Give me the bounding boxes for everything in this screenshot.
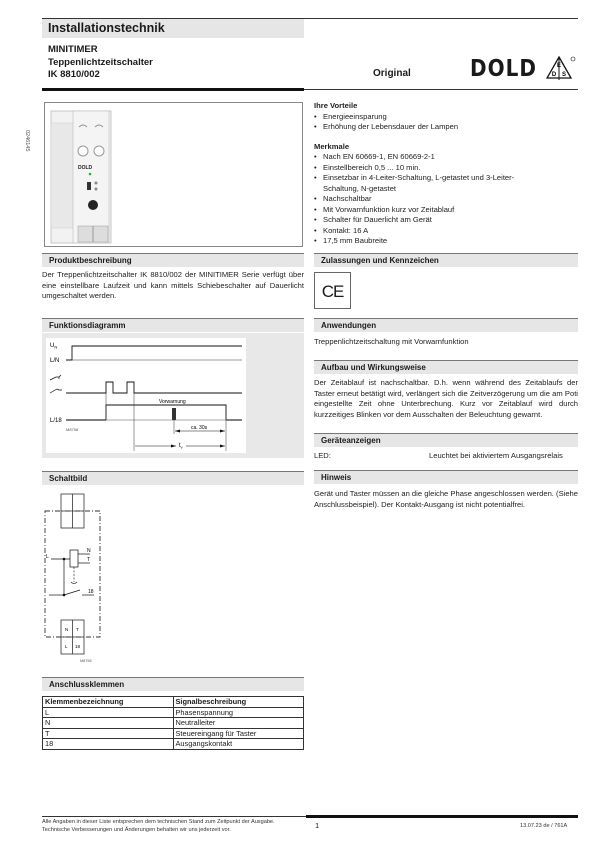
t-label: T (87, 557, 91, 563)
section-header-terminals: Anschlussklemmen (42, 677, 304, 691)
n-label: N (87, 548, 91, 554)
table-cell: Ausgangskontakt (173, 739, 304, 750)
list-item: • Nach EN 60669-1, EN 60669-2-1 (314, 152, 584, 163)
terminals-table (42, 696, 304, 750)
brand-logo: DOLD (470, 54, 537, 82)
svg-text:S: S (561, 72, 567, 78)
vorwarnung-label: Vorwarnung (159, 399, 186, 405)
section-header-approvals: Zulassungen und Kennzeichen (314, 253, 578, 267)
table-cell: 18 (43, 739, 174, 750)
pushbutton-symbol-icon (50, 375, 62, 393)
section-header-applications: Anwendungen (314, 318, 578, 332)
header-rule-thick (42, 88, 304, 91)
category-title: Installationstechnik (42, 19, 304, 38)
table-row (43, 707, 304, 718)
features-list (314, 152, 584, 247)
l18-label: L/18 (50, 418, 62, 424)
table-cell: L (43, 707, 174, 718)
table-cell: Steuereingang für Taster (173, 728, 304, 739)
series-name: MINITIMER (48, 44, 98, 55)
table-row (43, 739, 304, 750)
un-label: $U_N$ (50, 343, 58, 350)
footer-line-1: Alle Angaben in dieser Liste entsprechen dem technischen Stand zum Zeitpunkt der Ausgabe. (42, 819, 275, 825)
document-reference: 13.07.23 de / 761A (520, 823, 568, 829)
section-header-note: Hinweis (314, 470, 578, 484)
footer-line-2: Technische Verbesserungen und Änderungen behalten wir uns jederzeit vor. (42, 827, 231, 833)
table-row (43, 728, 304, 739)
eds-mark-icon (546, 55, 576, 81)
advantages-section (314, 101, 584, 247)
terminal-18: 18 (75, 644, 81, 649)
svg-text:DOLD: DOLD (78, 165, 93, 171)
footer-disclaimer (42, 818, 275, 834)
table-row (43, 718, 304, 729)
column-header: Klemmenbezeichnung (43, 697, 174, 708)
table-header-row (43, 697, 304, 708)
circuit-diagram (42, 490, 112, 670)
ca30s-label: ca. 30s (191, 425, 208, 431)
section-header-product-description: Produktbeschreibung (42, 253, 304, 267)
table-cell: Neutralleiter (173, 718, 304, 729)
section-header-circuit-diagram: Schaltbild (42, 471, 304, 485)
table-cell: Phasenspannung (173, 707, 304, 718)
product-heading (48, 44, 153, 82)
diagram-ref: M8758 (66, 427, 79, 432)
list-item: • Einsetzbar in 4-Leiter-Schaltung, L-getastet und 3-Leiter-Schaltung, N-getastet (314, 173, 523, 194)
advantages-title: Ihre Vorteile (314, 101, 358, 110)
table-cell: T (43, 728, 174, 739)
product-photo (44, 102, 303, 247)
circuit-ref: M8756 (80, 659, 92, 663)
note-text: Gerät und Taster müssen an die gleiche Phase angeschlossen werden. (Siehe Anschlussbeispiel). Der Kontakt-Ausgang ist nicht potentialfrei. (314, 489, 578, 509)
l-label: L (46, 554, 49, 560)
product-name: Teppenlichtzeitschalter (48, 56, 153, 68)
list-item: • 17,5 mm Baubreite (314, 236, 584, 247)
list-item: • Mit Vorwarnfunktion kurz vor Zeitablauf (314, 205, 584, 216)
operation-text: Der Zeitablauf ist nachschaltbar. D.h. wenn während des Zeitablaufs der Taster erneut betätigt wird, verlängert sich die Zeitverzögerung um die am Poti eingestellte Zeit ohne Unterbrechung. Kurz vor Zeitablauf wird durch kurzzeitiges Blinken vor dem Ausschalten der Beleuchtung gewarnt. (314, 378, 578, 419)
features-title: Merkmale (314, 141, 350, 151)
header-rule-thin (304, 89, 578, 90)
table-cell: N (43, 718, 174, 729)
photo-id-label: 0246145 (24, 130, 30, 152)
function-diagram (46, 338, 246, 453)
section-header-indicators: Geräteanzeigen (314, 433, 578, 447)
footer-rule-thin (42, 816, 306, 817)
k18-label: 18 (88, 589, 94, 595)
footer-rule-thick (306, 815, 578, 818)
advantages-list (314, 112, 584, 133)
product-description-text: Der Treppenlichtzeitschalter IK 8810/002 der MINITIMER Serie verfügt über eine einstellbare Laufzeit und kann mittels Schiebeschalter auf Dauerlicht umgeschaltet werden. (42, 270, 304, 300)
ln-label: L/N (50, 358, 60, 364)
list-item: • Kontakt: 16 A (314, 226, 584, 237)
svg-text:D: D (551, 72, 557, 78)
terminal-l: L (65, 644, 68, 649)
section-header-operation: Aufbau und Wirkungsweise (314, 360, 578, 374)
tv-label: $t_v$ (179, 443, 183, 450)
model-number: IK 8810/002 (48, 69, 100, 80)
section-header-function-diagram: Funktionsdiagramm (42, 318, 304, 332)
document-status: Original (373, 68, 411, 79)
list-item: • Einstellbereich 0,5 ... 10 min. (314, 163, 584, 174)
list-item: • Energieeinsparung (314, 112, 584, 123)
terminal-n: N (65, 627, 69, 632)
led-label: LED: (314, 451, 331, 460)
applications-text: Treppenlichtzeitschaltung mit Vorwarnfunktion (314, 337, 469, 346)
page-number: 1 (315, 821, 320, 830)
list-item: • Erhöhung der Lebensdauer der Lampen (314, 122, 584, 133)
column-header: Signalbeschreibung (173, 697, 304, 708)
din-rail-device-image (45, 103, 115, 246)
list-item: • Nachschaltbar (314, 194, 584, 205)
led-description: Leuchtet bei aktiviertem Ausgangsrelais (429, 451, 563, 460)
svg-text:E: E (556, 63, 562, 69)
list-item: • Schalter für Dauerlicht am Gerät (314, 215, 584, 226)
terminal-t: T (76, 627, 79, 632)
ce-mark-icon: CE (314, 272, 351, 309)
